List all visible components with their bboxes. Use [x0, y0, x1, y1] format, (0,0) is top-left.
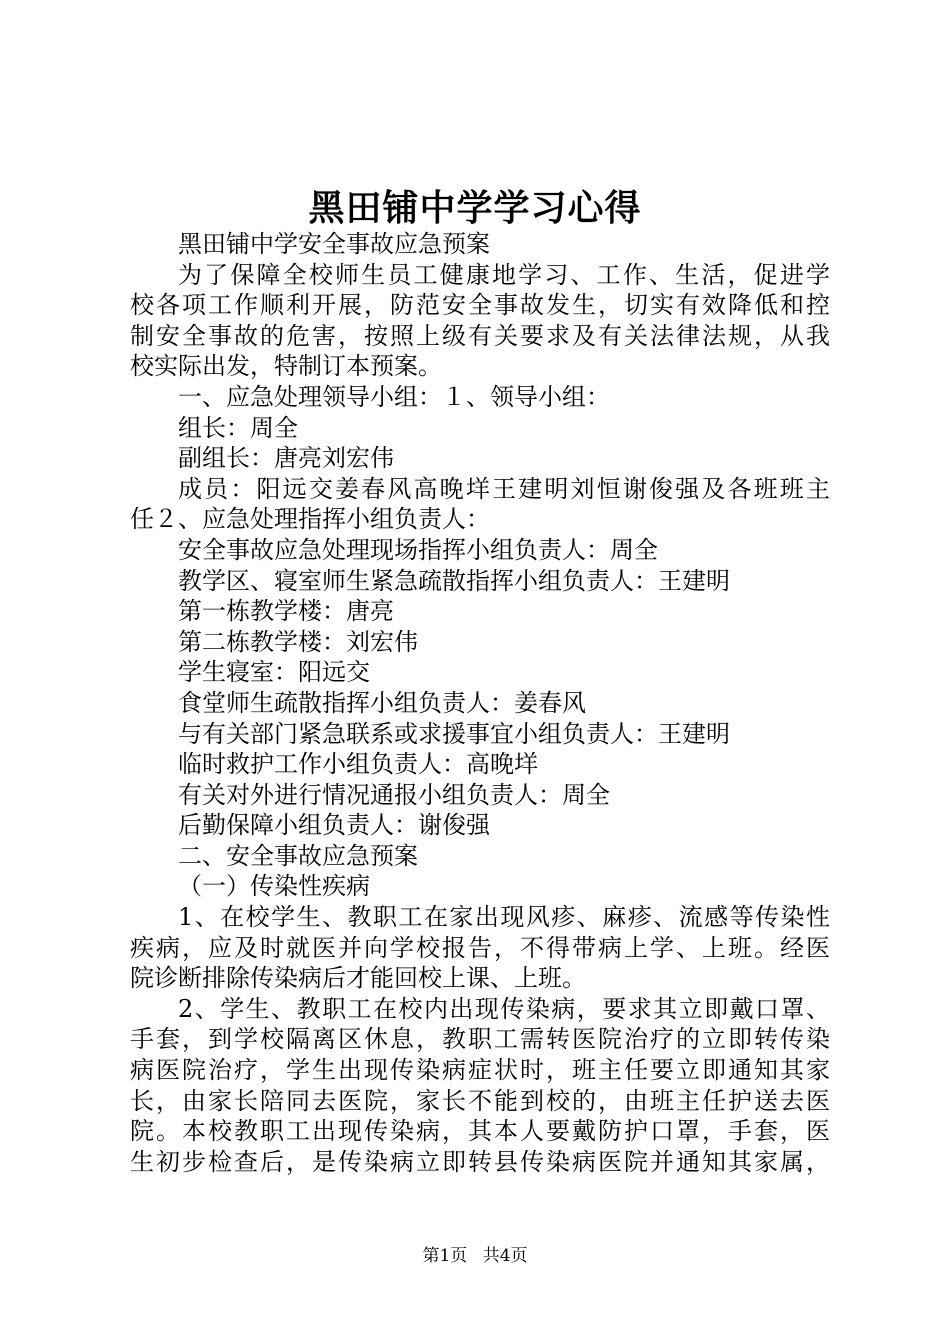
text-line: 任２、应急处理指挥小组负责人： [130, 505, 490, 534]
text-line: 副组长：唐亮刘宏伟 [178, 444, 394, 473]
text-line: 2、学生、教职工在校内出现传染病，要求其立即戴口罩、 [178, 994, 830, 1023]
text-line: 第一栋教学楼：唐亮 [178, 597, 394, 626]
text-line: 一、应急处理领导小组：１、领导小组： [178, 382, 610, 411]
page-total: 共4页 [482, 1246, 528, 1266]
text-line: 与有关部门紧急联系或求援事宜小组负责人：王建明 [178, 719, 730, 748]
text-line: 长，由家长陪同去医院，家长不能到校的，由班主任护送去医 [130, 1086, 830, 1115]
text-line: 为了保障全校师生员工健康地学习、工作、生活，促进学 [178, 260, 830, 289]
text-line: 组长：周全 [178, 413, 298, 442]
text-line: 院诊断排除传染病后才能回校上课、上班。 [130, 964, 586, 993]
text-line: 生初步检查后，是传染病立即转县传染病医院并通知其家属， [130, 1147, 830, 1176]
text-line: 成员：阳远交姜春风高晚垟王建明刘恒谢俊强及各班班主 [178, 474, 830, 503]
text-line: 后勤保障小组负责人：谢俊强 [178, 811, 490, 840]
text-line: 制安全事故的危害，按照上级有关要求及有关法律法规，从我 [130, 321, 830, 350]
text-line: 教学区、寝室师生紧急疏散指挥小组负责人：王建明 [178, 566, 730, 595]
text-line: 手套，到学校隔离区休息，教职工需转医院治疗的立即转传染 [130, 1025, 830, 1054]
text-line: 临时救护工作小组负责人：高晚垟 [178, 750, 538, 779]
text-line: （一）传染性疾病 [178, 872, 370, 901]
text-line: 安全事故应急处理现场指挥小组负责人：周全 [178, 535, 658, 564]
text-line: 有关对外进行情况通报小组负责人：周全 [178, 780, 610, 809]
text-line: 二、安全事故应急预案 [178, 841, 418, 870]
text-line: 院。本校教职工出现传染病，其本人要戴防护口罩，手套，医 [130, 1117, 830, 1146]
text-line: 疾病，应及时就医并向学校报告，不得带病上学、上班。经医 [130, 933, 830, 962]
document-body [130, 229, 830, 1177]
page-title: 黑田铺中学学习心得 [308, 188, 642, 229]
text-line: 病医院治疗，学生出现传染病症状时，班主任要立即通知其家 [130, 1056, 830, 1085]
text-line: 食堂师生疏散指挥小组负责人：姜春风 [178, 688, 586, 717]
text-line: 校各项工作顺利开展，防范安全事故发生，切实有效降低和控 [130, 291, 830, 320]
text-line: 1、在校学生、教职工在家出现风疹、麻疹、流感等传染性 [178, 903, 830, 932]
page-number: 第1页 [422, 1246, 468, 1266]
text-line: 黑田铺中学安全事故应急预案 [178, 230, 490, 258]
page-footer [0, 1244, 950, 1268]
text-line: 学生寝室：阳远交 [178, 658, 370, 687]
text-line: 校实际出发，特制订本预案。 [130, 352, 442, 381]
text-line: 第二栋教学楼：刘宏伟 [178, 627, 418, 656]
